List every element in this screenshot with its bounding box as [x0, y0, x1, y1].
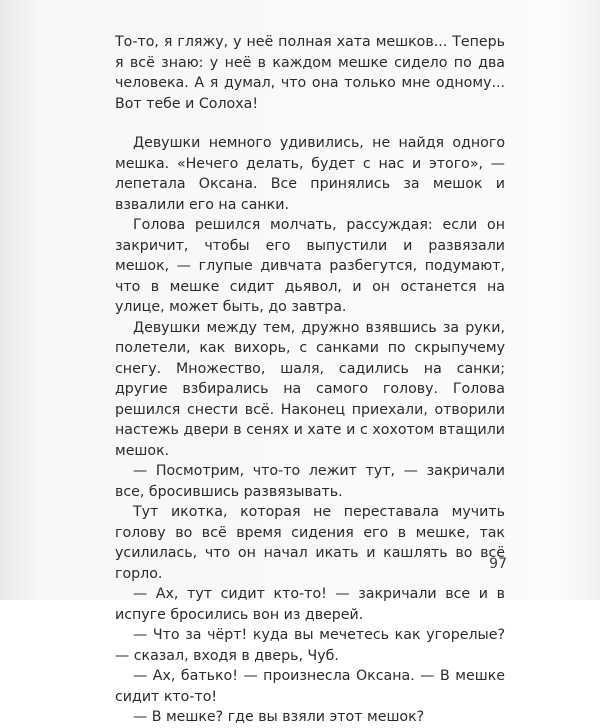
paragraph-6: Тут икотка, которая не переставала мучить голову во всё время сидения его в мешке, так усилилась, что он начал икать и кашлять во всё горло.	[115, 504, 505, 582]
paragraph-8: — Что за чёрт! куда вы мечетесь как угорелые? — сказал, входя в дверь, Чуб.	[115, 627, 505, 664]
page-text	[115, 32, 505, 728]
paragraph-3: Голова решился молчать, рассуждая: если он закричит, чтобы его выпустили и развязали мешок, — глупые дивчата разбегутся, подумают, что в мешке сидит дьявол, и он останется на улице, может быть, до завтра.	[115, 217, 505, 315]
paragraph-9: — Ах, батько! — произнесла Оксана. — В мешке сидит кто-то!	[115, 668, 505, 705]
paragraph-5: — Посмотрим, что-то лежит тут, — закричали все, бросившись развязывать.	[115, 463, 505, 500]
paragraph-7: — Ах, тут сидит кто-то! — закричали все и в испуге бросились вон из дверей.	[115, 586, 505, 623]
paragraph-1: То-то, я гляжу, у неё полная хата мешков... Теперь я всё знаю: у неё в каждом мешке сидело по два человека. А я думал, что она только мне одному... Вот тебе и Солоха!	[115, 34, 505, 112]
paragraph-10: — В мешке? где вы взяли этот мешок?	[133, 709, 425, 725]
paragraph-2: Девушки немного удивились, не найдя одного мешка. «Нечего делать, будет с нас и этого», — лепетала Оксана. Все принялись за мешок и взвалили его на санки.	[115, 135, 505, 213]
page-number: 97	[489, 556, 507, 572]
paragraph-4: Девушки между тем, дружно взявшись за руки, полетели, как вихорь, с санками по скрыпучему снегу. Множество, шаля, садились на санки; другие взбирались на самого голову. Голова решился снести всё. Наконец приехали, отворили настежь двери в сенях и хате и с хохотом втащили мешок.	[115, 319, 505, 459]
